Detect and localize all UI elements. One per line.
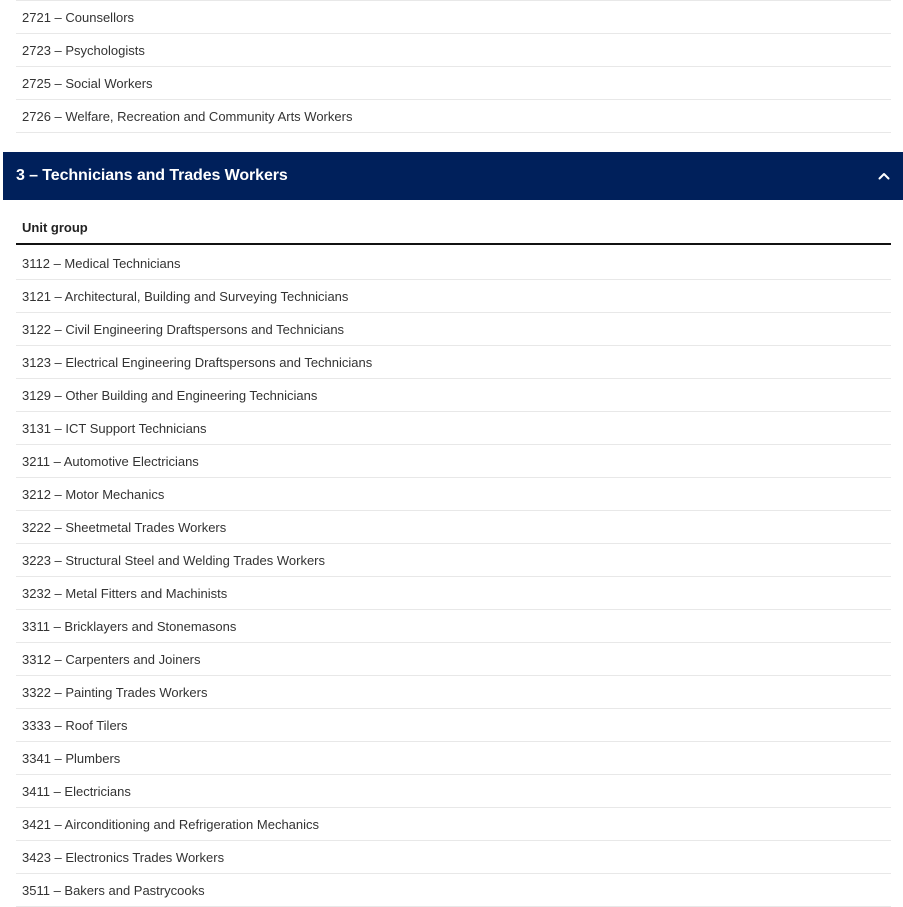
table-row: 3312 – Carpenters and Joiners (16, 643, 891, 676)
table-row: 3333 – Roof Tilers (16, 709, 891, 742)
table-row: 3311 – Bricklayers and Stonemasons (16, 610, 891, 643)
list-item: 2725 – Social Workers (16, 67, 891, 100)
table-row: 3341 – Plumbers (16, 742, 891, 775)
list-item: 2723 – Psychologists (16, 34, 891, 67)
unit-group-table (16, 247, 891, 907)
table-row: 3222 – Sheetmetal Trades Workers (16, 511, 891, 544)
table-row: 3421 – Airconditioning and Refrigeration Mechanics (16, 808, 891, 841)
table-row: 3211 – Automotive Electricians (16, 445, 891, 478)
table-row: 3322 – Painting Trades Workers (16, 676, 891, 709)
table-row: 3511 – Bakers and Pastrycooks (16, 874, 891, 907)
list-item: 2721 – Counsellors (16, 0, 891, 34)
table-row: 3112 – Medical Technicians (16, 247, 891, 280)
table-row: 3121 – Architectural, Building and Surveying Technicians (16, 280, 891, 313)
list-item: 2726 – Welfare, Recreation and Community Arts Workers (16, 100, 891, 133)
table-row: 3123 – Electrical Engineering Draftspersons and Technicians (16, 346, 891, 379)
table-row: 3129 – Other Building and Engineering Technicians (16, 379, 891, 412)
previous-group-list (16, 0, 891, 133)
table-row: 3223 – Structural Steel and Welding Trades Workers (16, 544, 891, 577)
chevron-up-icon[interactable] (877, 169, 891, 183)
table-row: 3232 – Metal Fitters and Machinists (16, 577, 891, 610)
table-row: 3131 – ICT Support Technicians (16, 412, 891, 445)
unit-group-column-header: Unit group (16, 212, 891, 245)
table-row: 3212 – Motor Mechanics (16, 478, 891, 511)
accordion-title: 3 – Technicians and Trades Workers (16, 167, 288, 184)
table-row: 3411 – Electricians (16, 775, 891, 808)
table-row: 3122 – Civil Engineering Draftspersons and Technicians (16, 313, 891, 346)
accordion-header-technicians[interactable] (3, 152, 903, 200)
table-row: 3423 – Electronics Trades Workers (16, 841, 891, 874)
